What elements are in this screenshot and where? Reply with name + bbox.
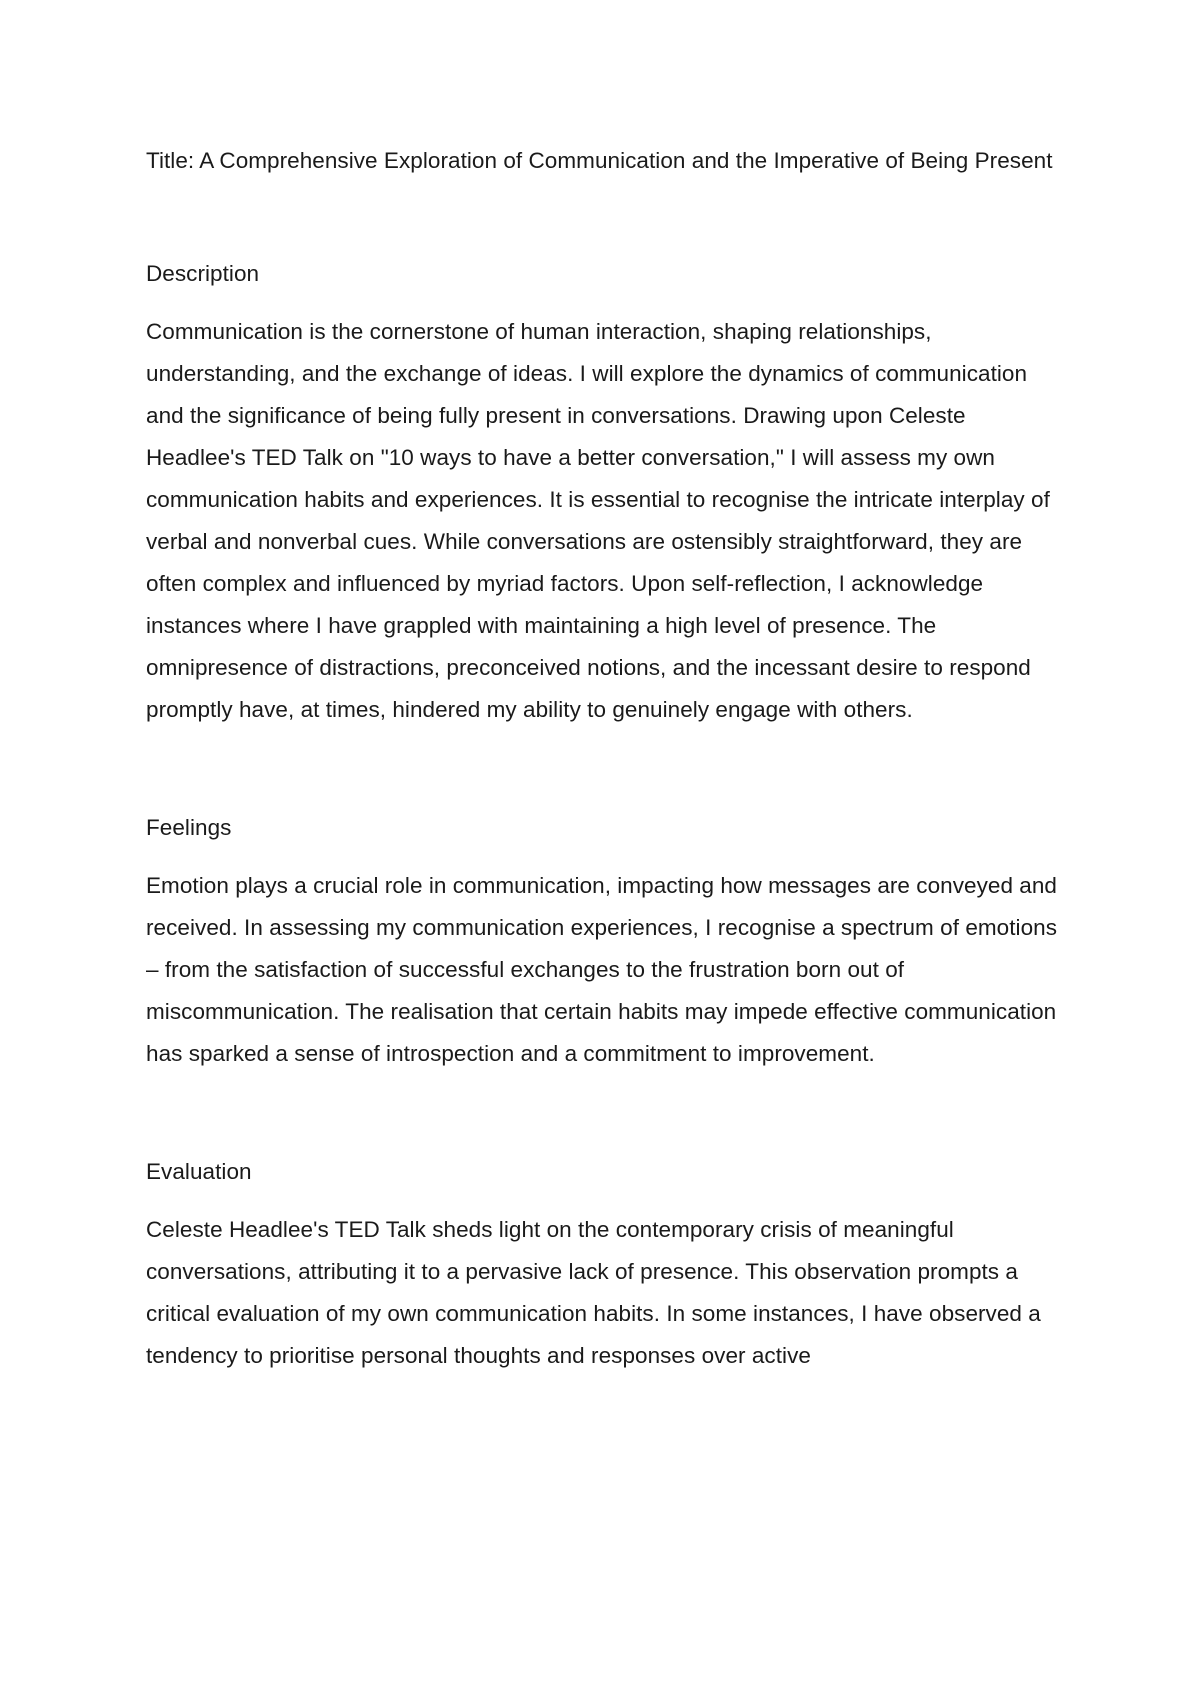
spacer <box>146 190 1066 253</box>
section-body-evaluation: Celeste Headlee's TED Talk sheds light on the contemporary crisis of meaningful conversations, attributing it to a pervasive lack of presence. This observation prompts a critical evaluation of my own communication habits. In some instances, I have observed a tendency to prioritise personal thoughts and responses over active <box>146 1217 1041 1368</box>
section-body-feelings: Emotion plays a crucial role in communication, impacting how messages are conveyed and received. In assessing my communication experiences, I recognise a spectrum of emotions – from the satisfaction of successful exchanges to the frustration born out of miscommunication. The realisation that certain habits may impede effective communication has sparked a sense of introspection and a commitment to improvement. <box>146 873 1058 1066</box>
document-content <box>146 139 1066 1377</box>
section-heading-feelings: Feelings <box>146 815 232 840</box>
section-body-description: Communication is the cornerstone of human interaction, shaping relationships, understanding, and the exchange of ideas. I will explore the dynamics of communication and the significance of being fully present in conversations. Drawing upon Celeste Headlee's TED Talk on "10 ways to have a better conversation," I will assess my own communication habits and experiences. It is essential to recognise the intricate interplay of verbal and nonverbal cues. While conversations are ostensibly straightforward, they are often complex and influenced by myriad factors. Upon self-reflection, I acknowledge instances where I have grappled with maintaining a high level of presence. The omnipresence of distractions, preconceived notions, and the incessant desire to respond promptly have, at times, hindered my ability to genuinely engage with others. <box>146 319 1050 722</box>
spacer <box>146 1075 1066 1151</box>
spacer <box>146 1193 1066 1209</box>
spacer <box>146 849 1066 865</box>
spacer <box>146 295 1066 311</box>
document-title: Title: A Comprehensive Exploration of Communication and the Imperative of Being Present <box>146 148 1053 173</box>
section-heading-evaluation: Evaluation <box>146 1159 252 1184</box>
section-heading-description: Description <box>146 261 260 286</box>
spacer <box>146 731 1066 807</box>
